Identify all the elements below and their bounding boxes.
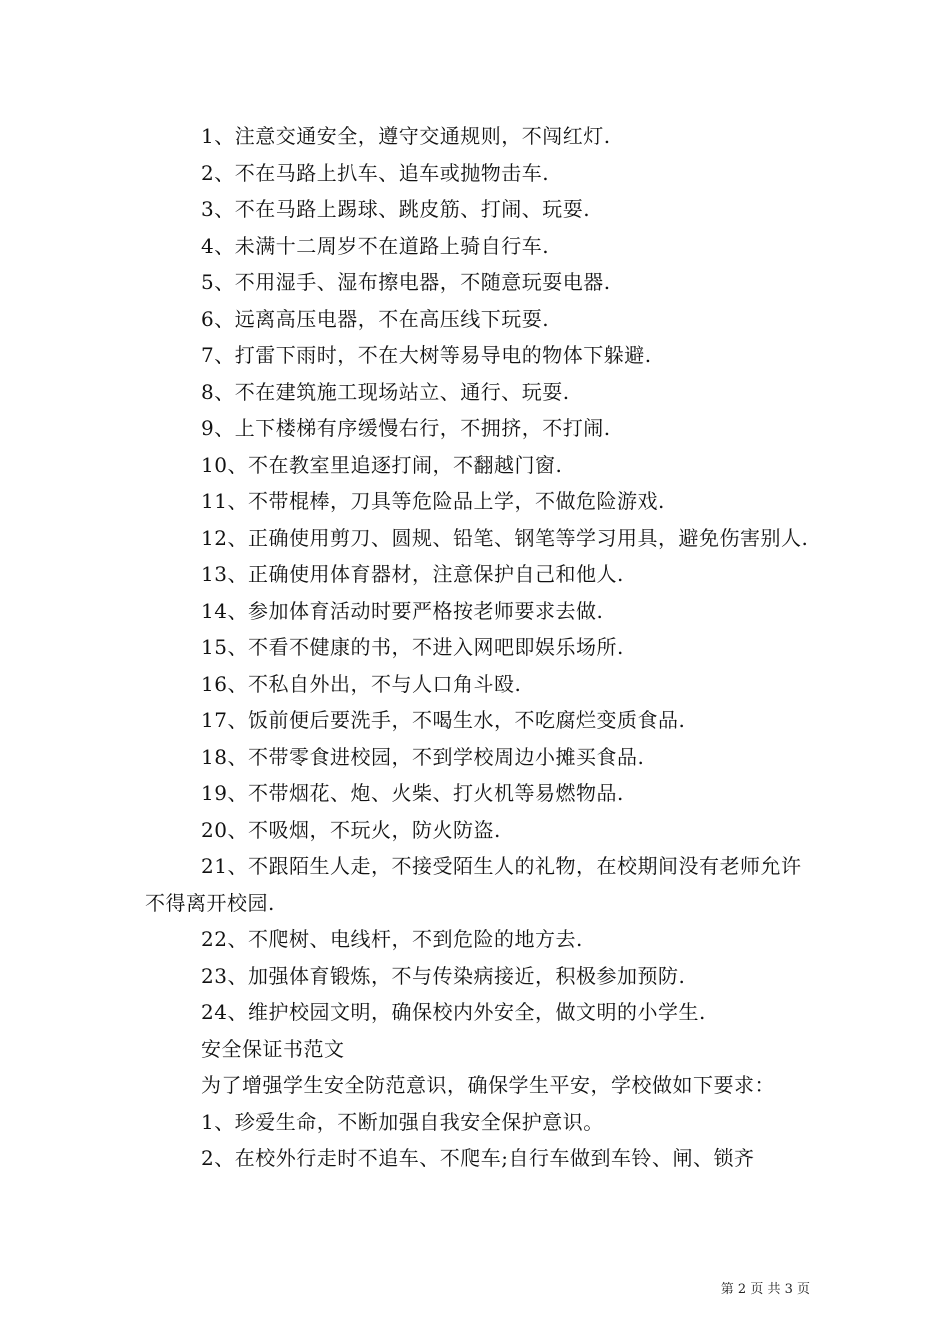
paragraph: 7、打雷下雨时，不在大树等易导电的物体下躲避. <box>201 343 652 367</box>
paragraph: 1、注意交通安全，遵守交通规则，不闯红灯. <box>201 124 611 148</box>
paragraph: 14、参加体育活动时要严格按老师要求去做. <box>201 598 604 623</box>
paragraph: 2、不在马路上扒车、追车或抛物击车. <box>201 160 550 185</box>
paragraph: 12、正确使用剪刀、圆规、铅笔、钢笔等学习用具，避免伤害别人. <box>201 525 809 550</box>
paragraph: 3、不在马路上踢球、跳皮筋、打闹、玩耍. <box>201 197 591 221</box>
paragraph: 5、不用湿手、湿布擦电器，不随意玩耍电器. <box>201 270 611 294</box>
paragraph: 9、上下楼梯有序缓慢右行，不拥挤，不打闹. <box>201 416 611 440</box>
paragraph: 8、不在建筑施工现场站立、通行、玩耍. <box>201 379 570 404</box>
paragraph: 10、不在教室里追逐打闹，不翻越门窗. <box>201 452 563 477</box>
paragraph: 15、不看不健康的书，不进入网吧即娱乐场所. <box>201 635 624 659</box>
section-heading: 安全保证书范文 <box>201 1036 345 1061</box>
paragraph: 16、不私自外出，不与人口角斗殴. <box>201 671 522 696</box>
paragraph: 4、未满十二周岁不在道路上骑自行车. <box>201 233 550 258</box>
paragraph: 17、饭前便后要洗手，不喝生水，不吃腐烂变质食品. <box>201 708 686 732</box>
paragraph: 24、维护校园文明，确保校内外安全，做文明的小学生. <box>201 1000 706 1024</box>
paragraph: 6、远离高压电器，不在高压线下玩耍. <box>201 306 550 331</box>
paragraph: 为了增强学生安全防范意识，确保学生平安，学校做如下要求： <box>201 1073 775 1097</box>
paragraph: 22、不爬树、电线杆，不到危险的地方去. <box>201 927 583 951</box>
paragraph: 19、不带烟花、炮、火柴、打火机等易燃物品. <box>201 781 624 805</box>
paragraph: 20、不吸烟，不玩火，防火防盗. <box>201 817 501 842</box>
paragraph: 23、加强体育锻炼，不与传染病接近，积极参加预防. <box>201 963 686 988</box>
paragraph: 1、珍爱生命，不断加强自我安全保护意识。 <box>201 1109 604 1134</box>
paragraph: 21、不跟陌生人走，不接受陌生人的礼物，在校期间没有老师允许不得离开校园. <box>145 854 802 915</box>
paragraph: 13、正确使用体育器材，注意保护自己和他人. <box>201 562 624 586</box>
page-number: 第 2 页 共 3 页 <box>720 1282 810 1297</box>
paragraph: 18、不带零食进校园，不到学校周边小摊买食品. <box>201 744 645 769</box>
paragraph: 2、在校外行走时不追车、不爬车;自行车做到车铃、闸、锁齐 <box>201 1146 755 1170</box>
paragraph: 11、不带棍棒，刀具等危险品上学，不做危险游戏. <box>201 489 665 513</box>
document-body <box>145 118 810 1177</box>
